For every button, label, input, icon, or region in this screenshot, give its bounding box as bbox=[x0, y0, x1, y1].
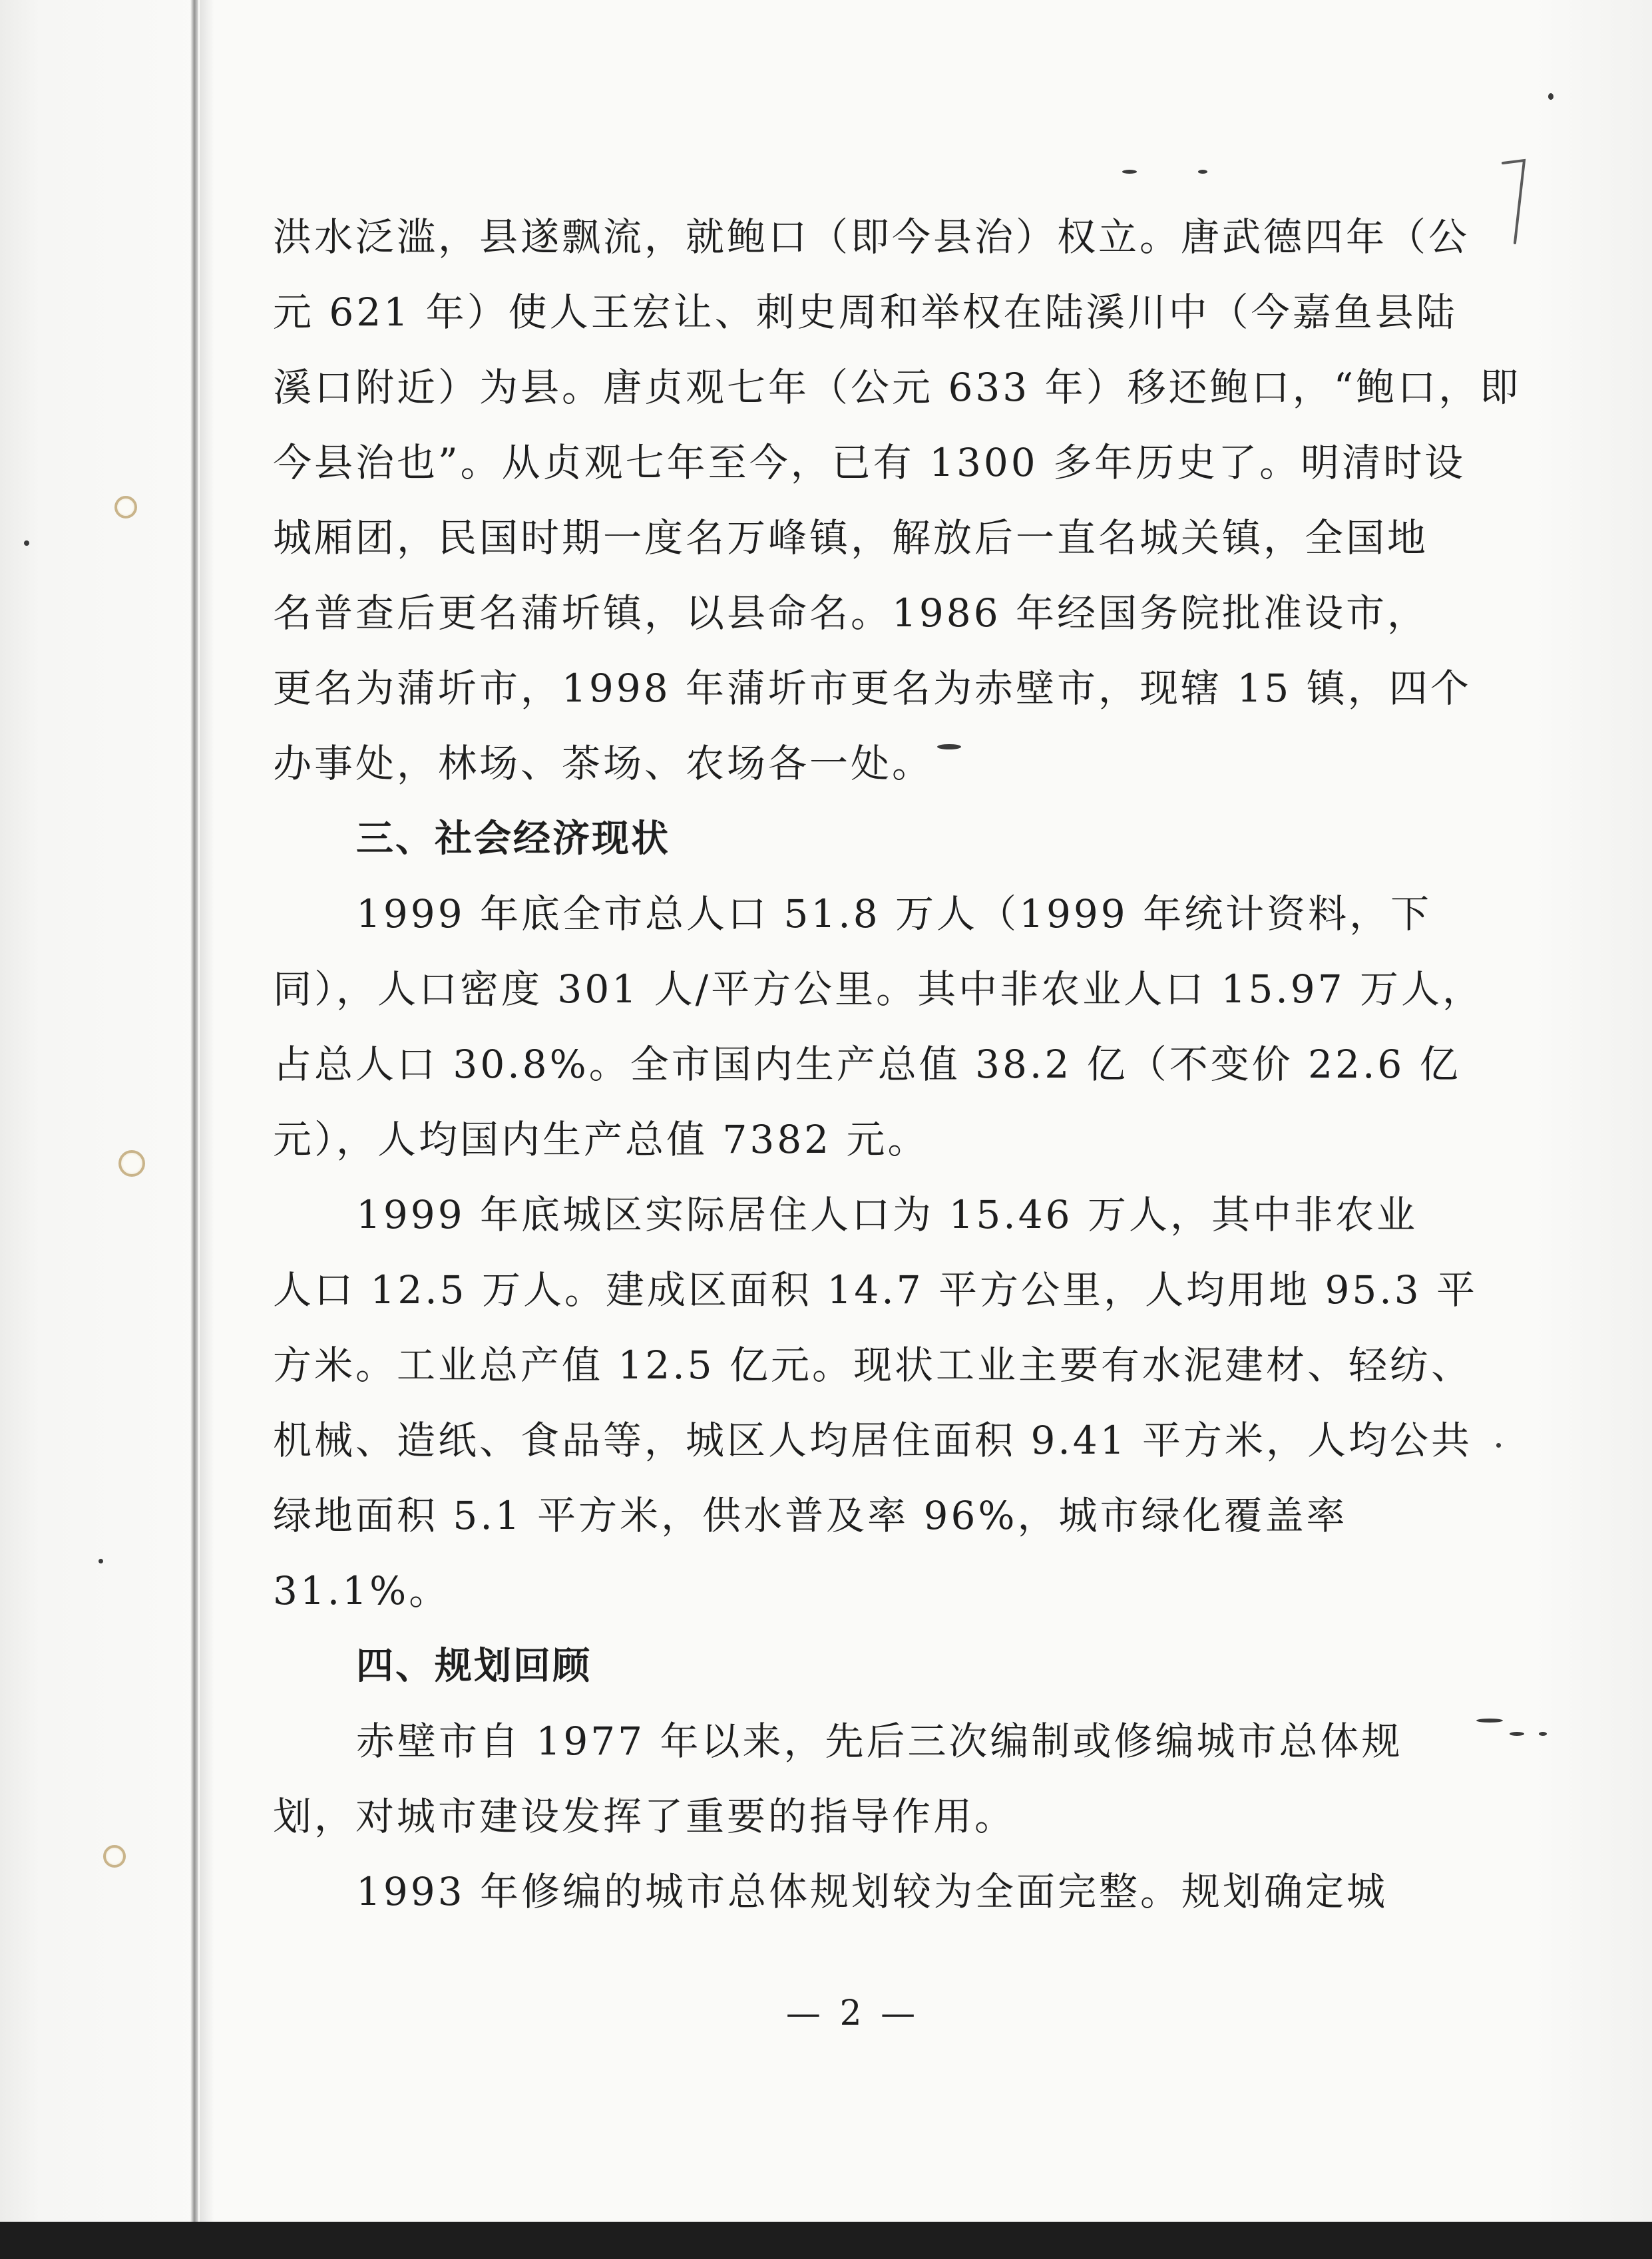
text-line: 赤壁市自 1977 年以来，先后三次编制或修编城市总体规 bbox=[356, 1719, 1403, 1764]
section-heading-socioeconomic: 三、社会经济现状 bbox=[356, 817, 670, 861]
scan-speck bbox=[99, 1559, 103, 1563]
page-number: — 2 — bbox=[785, 1993, 920, 2033]
socioeconomic-paragraph-2 bbox=[273, 1177, 1478, 1629]
text-line: 方米。工业总产值 12.5 亿元。现状工业主要有水泥建材、轻纺、 bbox=[273, 1342, 1473, 1388]
text-line: 溪口附近）为县。唐贞观七年（公元 633 年）移还鲍口，“鲍口，即 bbox=[273, 365, 1522, 410]
text-line: 名普查后更名蒲圻镇，以县命名。1986 年经国务院批准设市， bbox=[273, 590, 1429, 636]
scan-speck bbox=[1539, 1732, 1547, 1736]
planning-review-paragraph-1 bbox=[273, 1704, 1424, 1854]
text-line: 同），人口密度 301 人/平方公里。其中非农业人口 15.97 万人， bbox=[273, 966, 1484, 1012]
text-line: 1999 年底全市总人口 51.8 万人（1999 年统计资料，下 bbox=[356, 891, 1432, 936]
text-line: 绿地面积 5.1 平方米，供水普及率 96%，城市绿化覆盖率 bbox=[273, 1493, 1348, 1538]
scan-speck bbox=[1510, 1732, 1524, 1736]
text-line: 1993 年修编的城市总体规划较为全面完整。规划确定城 bbox=[356, 1869, 1388, 1914]
text-line: 更名为蒲圻市，1998 年蒲圻市更名为赤壁市，现辖 15 镇，四个 bbox=[273, 666, 1472, 711]
text-line: 元），人均国内生产总值 7382 元。 bbox=[273, 1117, 929, 1162]
text-line: 洪水泛滥，县遂飘流，就鲍口（即今县治）权立。唐武德四年（公 bbox=[273, 214, 1470, 260]
text-line: 办事处，林场、茶场、农场各一处。 bbox=[273, 741, 934, 786]
text-line: 今县治也”。从贞观七年至今，已有 1300 多年历史了。明清时设 bbox=[273, 440, 1466, 485]
scanner-edge bbox=[0, 2222, 1652, 2259]
punch-hole bbox=[114, 496, 137, 518]
text-line: 元 621 年）使人王宏让、刺史周和举权在陆溪川中（今嘉鱼县陆 bbox=[273, 290, 1458, 335]
scan-speck bbox=[24, 540, 29, 546]
section-heading-planning-review: 四、规划回顾 bbox=[356, 1645, 592, 1688]
scan-speck bbox=[1496, 1443, 1501, 1448]
punch-hole bbox=[103, 1845, 126, 1868]
binding-shadow-fade bbox=[200, 0, 214, 2259]
text-line: 机械、造纸、食品等，城区人均居住面积 9.41 平方米，人均公共 bbox=[273, 1418, 1473, 1463]
text-line: 占总人口 30.8%。全市国内生产总值 38.2 亿（不变价 22.6 亿 bbox=[273, 1042, 1461, 1087]
text-line: 人口 12.5 万人。建成区面积 14.7 平方公里，人均用地 95.3 平 bbox=[273, 1267, 1478, 1313]
text-line: 城厢团，民国时期一度名万峰镇，解放后一直名城关镇，全国地 bbox=[273, 515, 1429, 560]
scan-speck bbox=[1476, 1719, 1503, 1723]
text-line: 1999 年底城区实际居住人口为 15.46 万人，其中非农业 bbox=[356, 1192, 1418, 1237]
scan-speck bbox=[1122, 170, 1137, 174]
document-body bbox=[273, 200, 1522, 1930]
handwritten-margin-mark bbox=[1498, 156, 1531, 250]
punch-hole bbox=[118, 1150, 145, 1177]
scan-speck bbox=[1548, 93, 1553, 100]
scan-speck bbox=[1198, 170, 1207, 174]
planning-review-paragraph-2 bbox=[273, 1854, 1424, 1930]
binding-shadow bbox=[190, 0, 198, 2259]
text-line: 31.1%。 bbox=[273, 1568, 451, 1613]
text-line: 划，对城市建设发挥了重要的指导作用。 bbox=[273, 1794, 1016, 1839]
history-paragraph bbox=[273, 200, 1522, 801]
socioeconomic-paragraph-1 bbox=[273, 877, 1484, 1177]
